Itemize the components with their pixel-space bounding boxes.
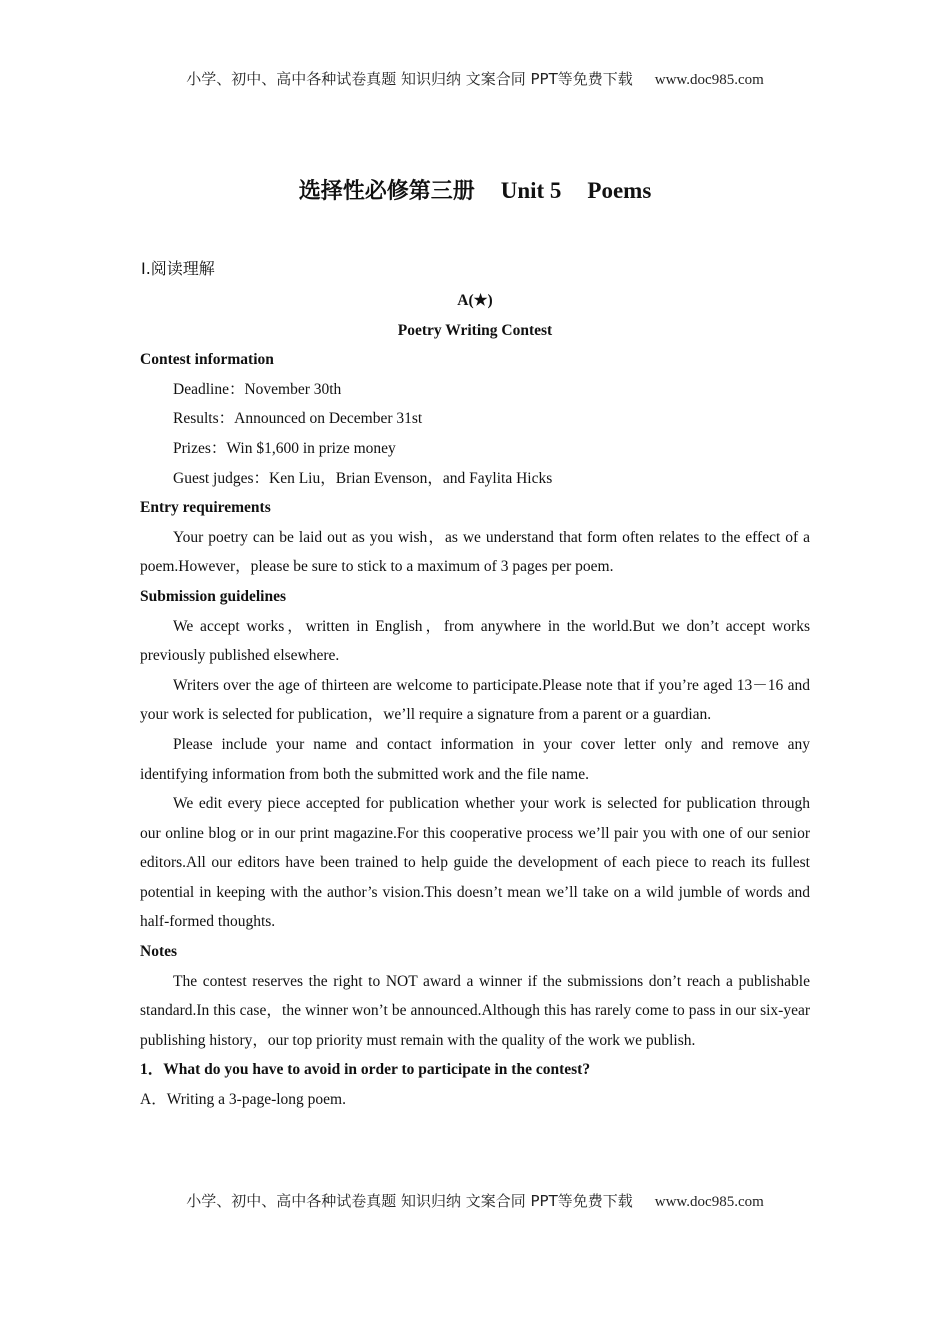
info-judges: Guest judges：Ken Liu，Brian Evenson，and Faylita Hicks [173,469,553,487]
entry-heading: Entry requirements [140,499,271,517]
section-heading: Ⅰ.阅读理解 [141,259,215,278]
submission-paragraph-3: Please include your name and contact information in your cover letter only and remove any identifying information from both the submitted work and the file name. [140,735,810,783]
notes-paragraph: The contest reserves the right to NOT award a winner if the submissions don’t reach a publishable standard.In this case，the winner won’t be announced.Although this has rarely come to pass in our six-year publishing history，our top priority must remain with the quality of the work we publish. [140,972,810,1049]
passage-label: A(★) [457,292,493,309]
title-unit: Unit 5 [500,178,562,203]
header-site: www.doc985.com [654,72,764,88]
submission-paragraph-2: Writers over the age of thirteen are welcome to participate.Please note that if you’re aged 13－16 and your work is selected for publication，we’ll require a signature from a parent or a guardian. [140,676,810,724]
notes-heading: Notes [140,943,178,961]
passage [140,286,810,1115]
question-1-option-a: A．Writing a 3-page-long poem. [140,1091,346,1109]
document-title [0,174,950,205]
page-header [0,68,950,89]
submission-heading: Submission guidelines [140,587,287,605]
contest-info-heading: Contest information [140,351,274,369]
info-prizes: Prizes：Win $1,600 in prize money [173,439,396,457]
submission-paragraph-4: We edit every piece accepted for publication whether your work is selected for publication through our online blog or in our print magazine.For this cooperative process we’ll pair you with one of our senior editors.All our editors have been trained to help guide the development of each piece to reach its fullest potential in keeping with the author’s vision.This doesn’t mean we’ll take on a wild jumble of words and half-formed thoughts. [140,795,810,931]
header-text: 小学、初中、高中各种试卷真题 知识归纳 文案合同 PPT等免费下载 [186,70,633,88]
footer-text: 小学、初中、高中各种试卷真题 知识归纳 文案合同 PPT等免费下载 [186,1192,633,1210]
passage-title: Poetry Writing Contest [397,321,553,339]
question-1: 1．What do you have to avoid in order to participate in the contest? [140,1061,591,1079]
info-results: Results：Announced on December 31st [173,410,423,428]
info-deadline: Deadline：November 30th [173,380,342,398]
submission-paragraph-1: We accept works，written in English，from anywhere in the world.But we don’t accept works previously published elsewhere. [140,617,810,665]
entry-paragraph: Your poetry can be laid out as you wish，as we understand that form often relates to the effect of a poem.However，please be sure to stick to a maximum of 3 pages per poem. [140,528,810,576]
title-topic: Poems [587,178,652,203]
footer-site: www.doc985.com [654,1194,764,1210]
page-footer [0,1190,950,1211]
title-cn: 选择性必修第三册 [298,179,475,204]
